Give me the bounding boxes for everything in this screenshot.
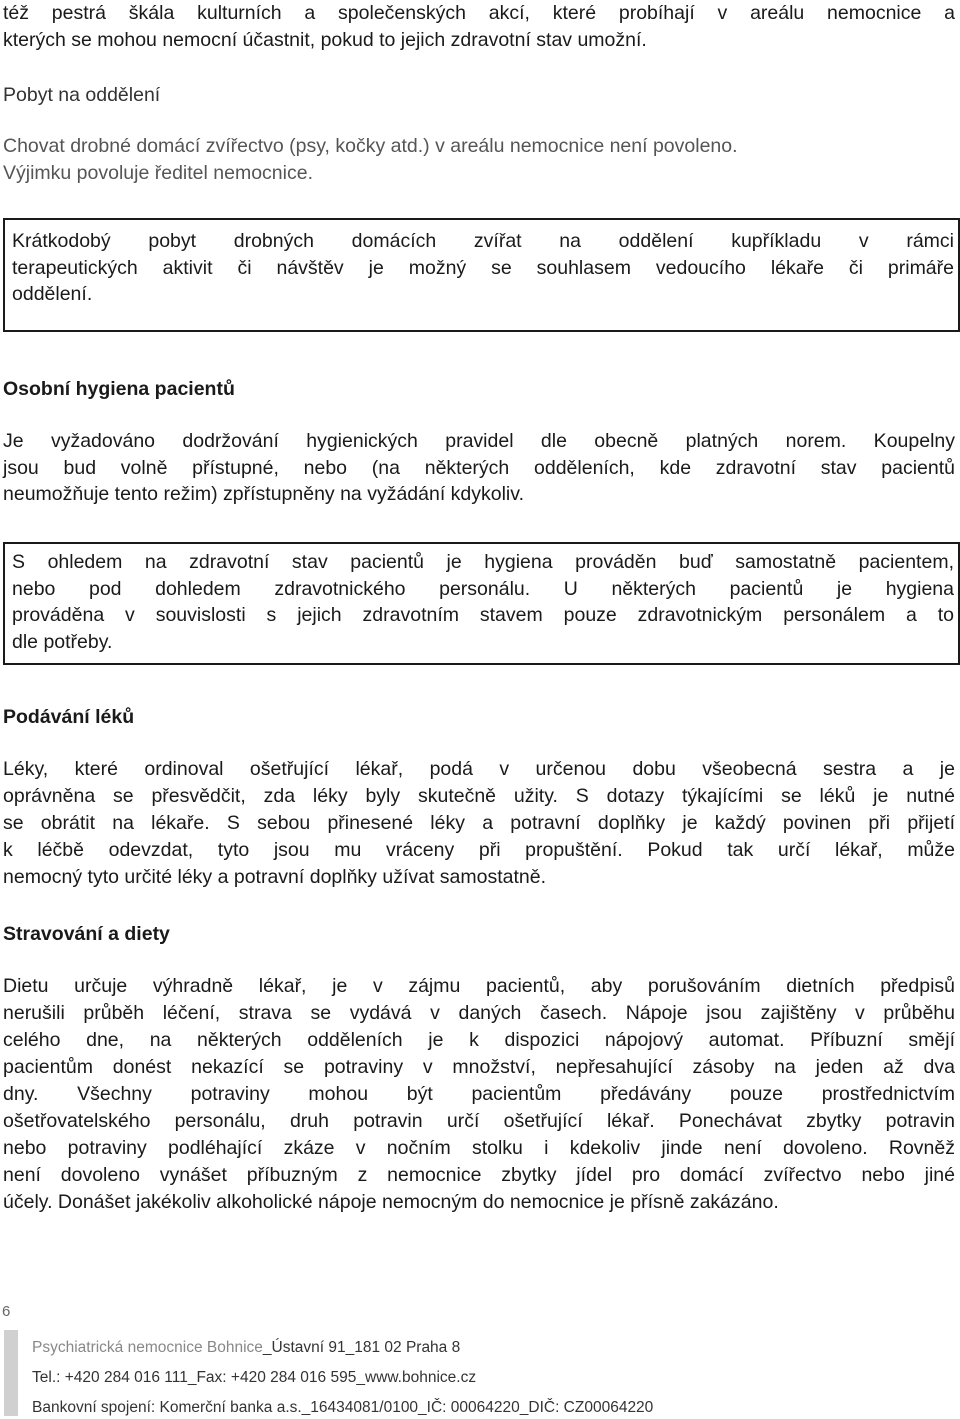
text-line: Léky, které ordinoval ošetřující lékař, podá v určenou dobu všeobecná sestra a je (3, 758, 955, 780)
text-line: dny. Všechny potraviny mohou být pacientům předávány pouze prostřednictvím (3, 1083, 955, 1105)
text-line: se obrátit na lékaře. S sebou přinesené léky a potravní doplňky je každý povinen při přijetí (3, 812, 955, 834)
text-line: neumožňuje tento režim) zpřístupněny na vyžádání kdykoliv. (3, 483, 524, 505)
text-line: Chovat drobné domácí zvířectvo (psy, kočky atd.) v areálu nemocnice není povoleno. (3, 135, 738, 157)
text-line: celého dne, na některých odděleních je k dispozici nápojový automat. Příbuzní smějí (3, 1029, 955, 1051)
footer-address-line (32, 1339, 460, 1357)
leky-paragraph (3, 756, 955, 891)
footer-organization-name: Psychiatrická nemocnice Bohnice (32, 1339, 263, 1356)
section-heading-strava: Stravování a diety (3, 923, 170, 945)
pobyt-callout-text (12, 228, 954, 308)
footer-contact-line: Tel.: +420 284 016 111_Fax: +420 284 016 595_www.bohnice.cz (32, 1369, 477, 1386)
pobyt-paragraph (3, 133, 955, 186)
section-heading-pobyt: Pobyt na oddělení (3, 84, 161, 106)
text-line: nebo pod dohledem zdravotnického personálu. U některých pacientů je hygiena (12, 577, 954, 600)
text-line: účely. Donášet jakékoliv alkoholické nápoje nemocným do nemocnice je přísně zakázáno. (3, 1191, 779, 1213)
hygiena-paragraph (3, 428, 955, 508)
strava-paragraph (3, 973, 955, 1216)
text-line: též pestrá škála kulturních a společenských akcí, které probíhají v areálu nemocnice a (3, 2, 955, 24)
pobyt-callout-box (3, 218, 960, 332)
text-line: Je vyžadováno dodržování hygienických pravidel dle obecně platných norem. Koupelny (3, 430, 955, 452)
text-line: pacientům donést nekazící se potraviny v množství, nepřesahující zásoby na jeden až dva (3, 1056, 955, 1078)
footer-accent-bar (4, 1330, 18, 1416)
text-line: dle potřeby. (12, 630, 113, 653)
hygiena-callout-text (12, 549, 954, 655)
text-line: není dovoleno vynášet příbuzným z nemocnice zbytky jídel pro domácí zvířectvo nebo jiné (3, 1164, 955, 1186)
footer-address: _Ústavní 91_181 02 Praha 8 (262, 1339, 461, 1356)
text-line: S ohledem na zdravotní stav pacientů je hygiena prováděn buď samostatně pacientem, (12, 551, 954, 573)
text-line: prováděna v souvislosti s jejich zdravotním stavem pouze zdravotnickým personálem a to (12, 604, 954, 626)
text-line: Výjimku povoluje ředitel nemocnice. (3, 161, 313, 184)
footer-bank-line: Bankovní spojení: Komerční banka a.s._16434081/0100_IČ: 00064220_DIČ: CZ00064220 (32, 1399, 654, 1416)
text-line: terapeutických aktivit či návštěv je možný se souhlasem vedoucího lékaře či primáře (12, 256, 954, 279)
section-heading-hygiena: Osobní hygiena pacientů (3, 378, 235, 400)
text-line: kterých se mohou nemocní účastnit, pokud to jejich zdravotní stav umožní. (3, 28, 647, 51)
section-heading-leky: Podávání léků (3, 706, 135, 728)
intro-paragraph (3, 0, 955, 53)
text-line: Dietu určuje výhradně lékař, je v zájmu pacientů, aby porušováním dietních předpisů (3, 975, 955, 997)
text-line: Krátkodobý pobyt drobných domácích zvířat na oddělení kupříkladu v rámci (12, 230, 954, 252)
text-line: jsou bud volně přístupné, nebo (na některých odděleních, kde zdravotní stav pacientů (3, 456, 955, 479)
page-number: 6 (2, 1303, 11, 1320)
text-line: oddělení. (12, 283, 93, 305)
text-line: nerušili průběh léčení, strava se vydává v daných časech. Nápoje jsou zajištěny v průběhu (3, 1002, 955, 1024)
text-line: oprávněna se přesvědčit, zda léky byly skutečně užity. S dotazy týkajícími se léků je nutné (3, 785, 955, 807)
text-line: k léčbě odevzdat, tyto jsou mu vráceny při propuštění. Pokud tak určí lékař, může (3, 839, 955, 861)
text-line: nebo potraviny podléhající zkáze v nočním stolku i kdekoliv jinde není dovoleno. Rovněž (3, 1137, 955, 1159)
text-line: nemocný tyto určité léky a potravní doplňky užívat samostatně. (3, 866, 547, 888)
hygiena-callout-box (3, 542, 960, 665)
text-line: ošetřovatelského personálu, druh potravin určí ošetřující lékař. Ponechávat zbytky potravin (3, 1110, 955, 1132)
